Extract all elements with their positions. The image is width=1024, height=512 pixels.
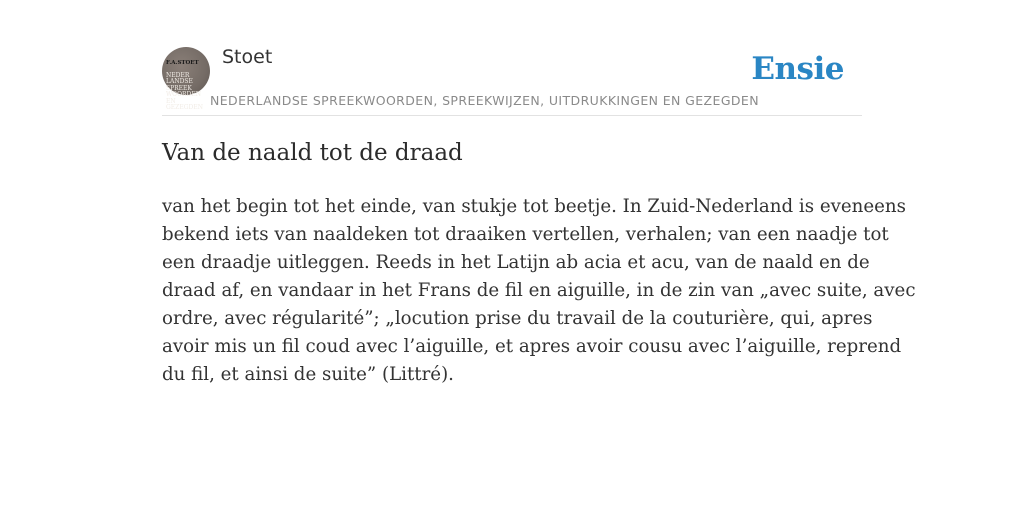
avatar[interactable]	[162, 47, 210, 111]
ensie-logo[interactable]: Ensie	[751, 51, 844, 87]
avatar-book-cover	[166, 53, 212, 112]
definition-line: een draadje uitleggen. Reeds in het Latijn ab acia et acu, van de naald en de	[162, 252, 870, 273]
entry-title: Van de naald tot de draad	[162, 140, 463, 166]
entry-card	[162, 0, 916, 512]
avatar-title-text: NEDER LANDSE SPREEK WOORDEN EN GEZEGDEN	[166, 71, 203, 111]
header	[162, 0, 862, 116]
entry-definition	[162, 193, 916, 389]
author-link[interactable]: Stoet	[222, 46, 273, 68]
avatar-author-text: F.A.STOET	[166, 59, 199, 66]
source-subtitle[interactable]: NEDERLANDSE SPREEKWOORDEN, SPREEKWIJZEN, UITDRUKKINGEN EN GEZEGDEN	[210, 93, 759, 108]
definition-line: draad af, en vandaar in het Frans de fil en aiguille, in de zin van „avec suite, avec	[162, 280, 916, 301]
definition-line: bekend iets van naaldeken tot draaiken vertellen, verhalen; van een naadje tot	[162, 224, 889, 245]
definition-line: ordre, avec régularité”; „locution prise du travail de la couturière, qui, apres	[162, 308, 873, 329]
definition-line: du fil, et ainsi de suite” (Littré).	[162, 364, 454, 385]
definition-line: van het begin tot het einde, van stukje tot beetje. In Zuid-Nederland is eveneens	[162, 196, 906, 217]
definition-line: avoir mis un fil coud avec l’aiguille, et apres avoir cousu avec l’aiguille, reprend	[162, 336, 902, 357]
